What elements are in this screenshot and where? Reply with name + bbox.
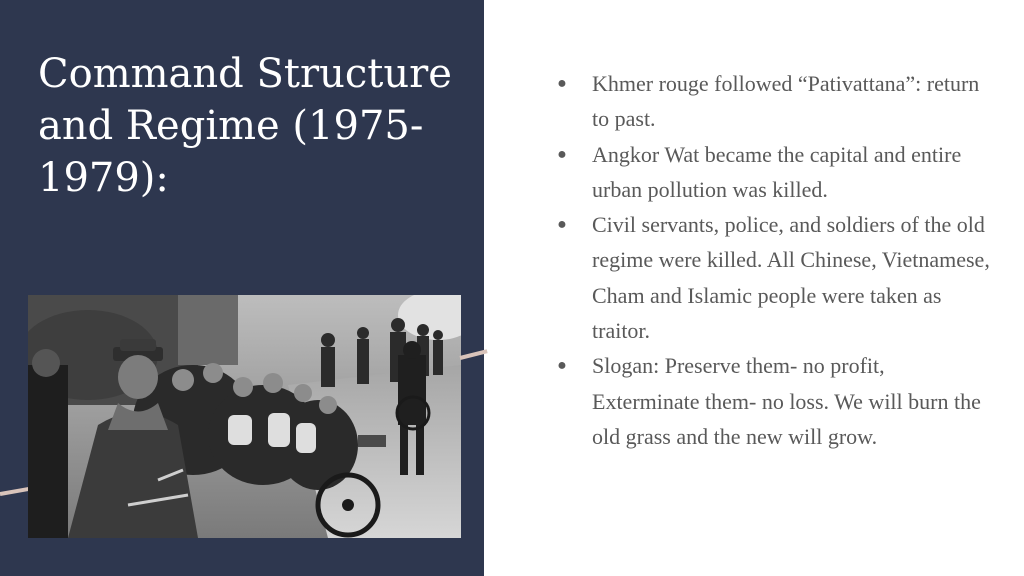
bullet-item bbox=[552, 348, 992, 454]
historical-photo bbox=[28, 295, 461, 538]
bullet-icon: ● bbox=[557, 145, 567, 163]
bullet-list bbox=[552, 66, 992, 454]
bullet-text: Khmer rouge followed “Pativattana”: return to past. bbox=[592, 71, 980, 132]
bullet-item bbox=[552, 207, 992, 348]
bullet-item bbox=[552, 137, 992, 208]
bullet-icon: ● bbox=[557, 357, 567, 375]
bullet-text: Slogan: Preserve them- no profit, Exterminate them- no loss. We will burn the old grass and the new will grow. bbox=[592, 353, 981, 449]
slide-title: Command Structure and Regime (1975-1979): bbox=[38, 51, 452, 201]
bullet-icon: ● bbox=[557, 75, 567, 92]
bullet-text: Angkor Wat became the capital and entire urban pollution was killed. bbox=[592, 141, 962, 202]
bullet-icon: ● bbox=[557, 216, 567, 234]
bullet-item bbox=[552, 66, 992, 137]
bullet-text: Civil servants, police, and soldiers of the old regime were killed. All Chinese, Vietnamese, Cham and Islamic people were taken as traitor. bbox=[592, 212, 990, 344]
